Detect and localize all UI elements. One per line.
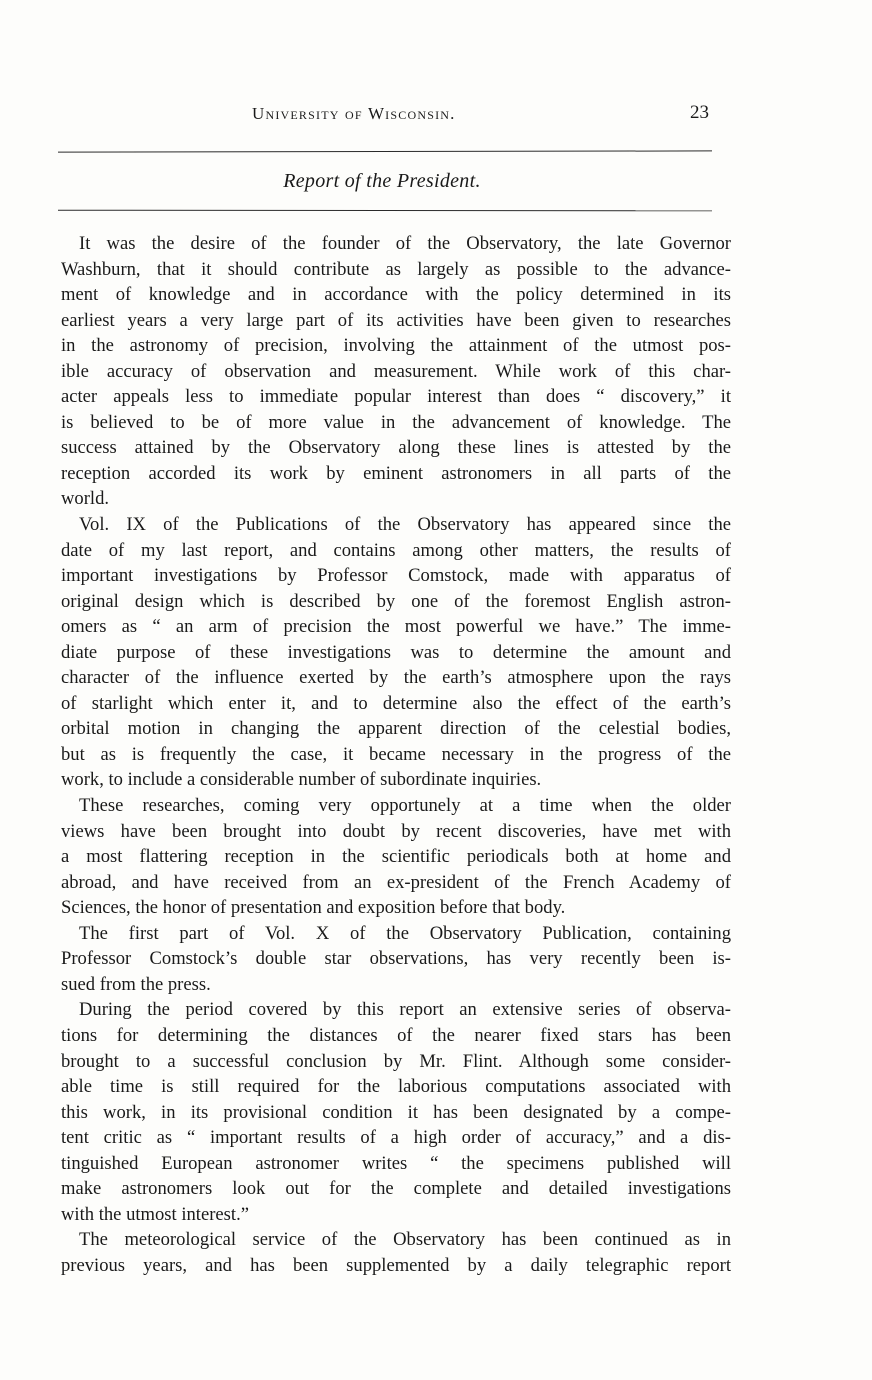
page-number: 23 — [690, 102, 709, 123]
text-line: brought to a successful conclusion by Mr. Flint. Although some consider- — [61, 1050, 731, 1072]
text-line: tinguished European astronomer writes “ the specimens published will — [61, 1152, 731, 1174]
text-line: make astronomers look out for the complete and detailed investigations — [61, 1178, 731, 1200]
text-line: During the period covered by this report an extensive series of observa- — [79, 999, 731, 1021]
text-line: Professor Comstock’s double star observations, has very recently been is- — [61, 948, 731, 970]
text-line: tions for determining the distances of the nearer fixed stars has been — [61, 1024, 731, 1046]
text-line: original design which is described by one of the foremost English astron- — [61, 590, 731, 612]
text-line: ment of knowledge and in accordance with the policy determined in its — [61, 284, 731, 306]
paragraph — [61, 1227, 731, 1278]
text-line: important investigations by Professor Comstock, made with apparatus of — [61, 565, 731, 587]
text-line: success attained by the Observatory along these lines is attested by the — [61, 437, 731, 459]
text-line: ible accuracy of observation and measurement. While work of this char- — [61, 360, 731, 382]
header-rule-top — [58, 150, 712, 152]
text-line: The first part of Vol. X of the Observatory Publication, containing — [79, 922, 731, 944]
text-line: Sciences, the honor of presentation and exposition before that body. — [61, 897, 566, 919]
text-line: date of my last report, and contains among other matters, the results of — [61, 539, 731, 561]
text-line: previous years, and has been supplemented by a daily telegraphic report — [61, 1254, 731, 1276]
text-line: a most flattering reception in the scientific periodicals both at home and — [61, 846, 731, 868]
text-line: These researches, coming very opportunely at a time when the older — [79, 795, 731, 817]
text-line: with the utmost interest.” — [61, 1203, 249, 1225]
header-rule-bottom — [58, 210, 712, 212]
text-line: earliest years a very large part of its activities have been given to researches — [61, 309, 731, 331]
text-line: sued from the press. — [61, 973, 211, 995]
text-line: is believed to be of more value in the advancement of knowledge. The — [61, 411, 731, 433]
text-line: of starlight which enter it, and to determine also the effect of the earth’s — [61, 692, 731, 714]
text-line: character of the influence exerted by the earth’s atmosphere upon the rays — [61, 667, 731, 689]
text-line: tent critic as “ important results of a high order of accuracy,” and a dis- — [61, 1127, 731, 1149]
text-line: The meteorological service of the Observatory has been continued as in — [79, 1229, 731, 1251]
text-line: Vol. IX of the Publications of the Observatory has appeared since the — [79, 514, 731, 536]
text-line: diate purpose of these investigations was to determine the amount and — [61, 641, 731, 663]
text-line: this work, in its provisional condition it has been designated by a compe- — [61, 1101, 731, 1123]
text-line: in the astronomy of precision, involving the attainment of the utmost pos- — [61, 335, 731, 357]
text-line: orbital motion in changing the apparent direction of the celestial bodies, — [61, 718, 731, 740]
section-title — [0, 170, 872, 193]
text-line: views have been brought into doubt by recent discoveries, have met with — [61, 820, 731, 842]
text-line: work, to include a considerable number of subordinate inquiries. — [61, 769, 542, 791]
text-line: reception accorded its work by eminent astronomers in all parts of the — [61, 462, 731, 484]
paragraph — [61, 231, 731, 512]
text-line: omers as “ an arm of precision the most powerful we have.” The imme- — [61, 616, 731, 638]
running-title: University of Wisconsin. — [252, 104, 456, 123]
text-line: world. — [61, 488, 110, 510]
text-line: abroad, and have received from an ex-president of the French Academy of — [61, 871, 731, 893]
text-line: It was the desire of the founder of the Observatory, the late Governor — [79, 233, 731, 254]
paragraph — [61, 793, 731, 921]
text-line: but as is frequently the case, it became necessary in the progress of the — [61, 743, 731, 765]
paragraph — [61, 512, 731, 793]
paragraph — [61, 921, 731, 998]
text-line: Washburn, that it should contribute as largely as possible to the advance- — [61, 258, 731, 280]
text-line: acter appeals less to immediate popular interest than does “ discovery,” it — [61, 386, 731, 408]
running-head — [0, 104, 872, 128]
body-text — [61, 231, 731, 1278]
section-title-text: Report of the President. — [283, 170, 481, 192]
paragraph — [61, 997, 731, 1227]
text-line: able time is still required for the laborious computations associated with — [61, 1076, 731, 1098]
